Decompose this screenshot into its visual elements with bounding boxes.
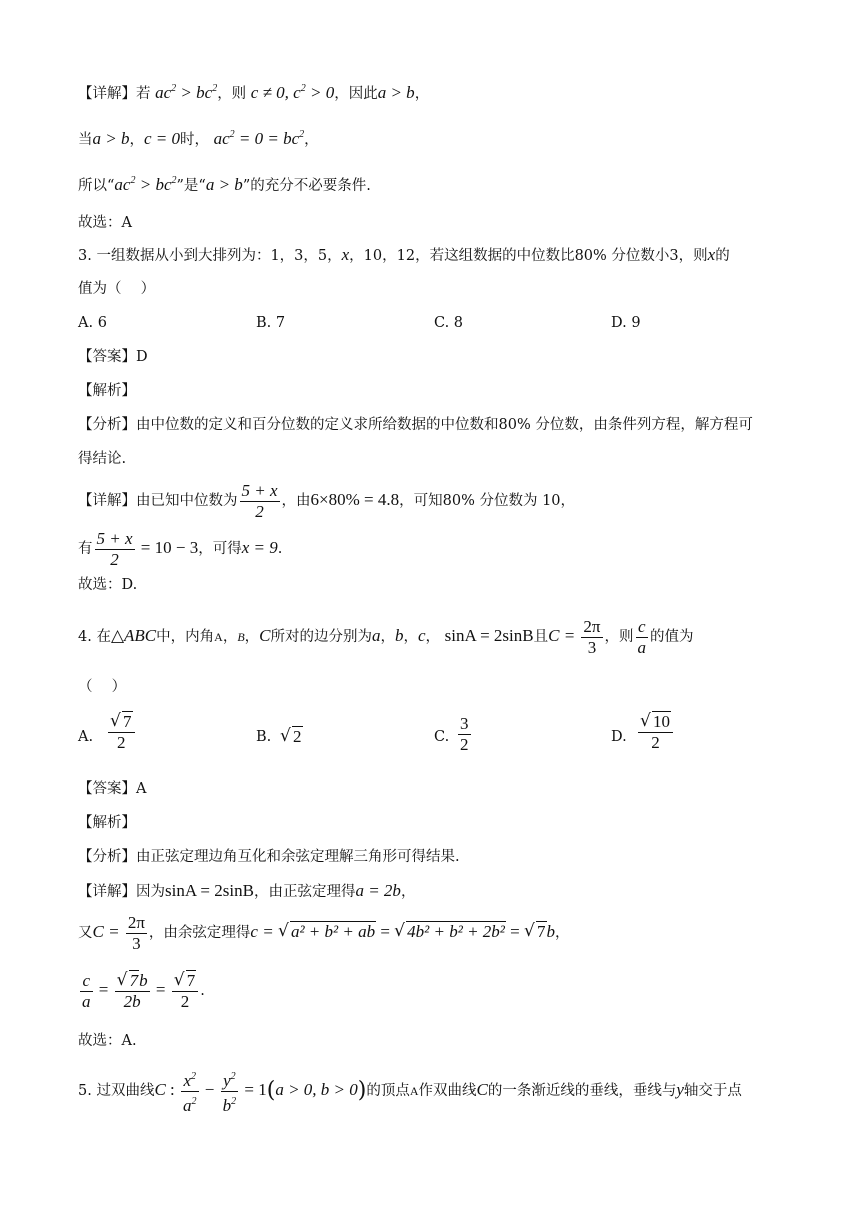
- frac-5x-2: $\frac{5 + x}{2}$: [241, 480, 278, 521]
- choice-q4: 故选：A.: [78, 1033, 137, 1049]
- math-cond: a > 0, b > 0: [275, 1080, 358, 1099]
- text: 的值为: [650, 629, 694, 645]
- frac-5x-2: $\frac{5 + x}{2}$: [96, 528, 133, 569]
- q4-analysis: [78, 846, 460, 868]
- math-A: A: [409, 1084, 419, 1098]
- q4-option-c[interactable]: [434, 726, 449, 748]
- detail-tag: 【详解】: [78, 884, 136, 900]
- q4-stem: [78, 614, 694, 659]
- answer-tag: 【答案】: [78, 781, 136, 797]
- q3-answer: [78, 346, 148, 368]
- option-label: D.: [611, 729, 627, 745]
- math-C: C: [154, 1080, 166, 1099]
- math-cond: c ≠ 0, $c^2 > 0$: [250, 83, 335, 102]
- text: 且: [533, 629, 549, 645]
- text: ，则: [604, 629, 634, 645]
- text: ，10，12，若这组数据的中位数比80% 分位数小3，则: [349, 248, 708, 264]
- detail-line-3: [78, 170, 371, 197]
- text: 当: [78, 132, 93, 148]
- text: ，因此: [334, 86, 378, 102]
- q3-analysis: [78, 414, 753, 436]
- text: ，可知80% 分位数为 10，: [399, 493, 576, 509]
- math-C: C: [259, 626, 271, 645]
- frac-2pi-3: $\frac{2\pi}{3}$: [127, 912, 145, 953]
- q3-detail: [78, 478, 575, 523]
- text: ，: [222, 629, 238, 645]
- text: ，: [244, 629, 260, 645]
- text: 的一条渐近线的垂线，垂线与: [487, 1083, 677, 1099]
- q4-detail: [78, 880, 415, 903]
- option-label: C.: [434, 729, 450, 745]
- math-colon: :: [165, 1080, 180, 1099]
- text: 的: [715, 248, 730, 264]
- frac-c-a: $\frac{c}{a}$: [637, 616, 647, 657]
- text: 轴交于点: [683, 1083, 742, 1099]
- option-label: A.: [78, 729, 94, 745]
- q3-option-d[interactable]: D. 9: [611, 315, 641, 331]
- math-eq: =: [376, 922, 395, 941]
- choice-q3: 故选：D.: [78, 577, 138, 593]
- q4-option-a[interactable]: [78, 726, 93, 748]
- detail-line-2: [78, 124, 319, 151]
- text: 时，: [180, 132, 210, 148]
- math-eq1: = 1: [240, 1080, 267, 1099]
- text: ，则: [217, 86, 247, 102]
- q3-option-c[interactable]: C. 8: [434, 315, 464, 331]
- q4-parse-tag: 【解析】: [78, 815, 136, 831]
- q4-detail-3: [78, 968, 205, 1013]
- text: ，: [414, 86, 430, 102]
- q3-analysis-2: 得结论.: [78, 451, 127, 467]
- q3-detail-2: [78, 526, 282, 571]
- analysis-tag: 【分析】: [78, 849, 136, 865]
- frac-y2-b2: $\frac{y^2}{b^2}$: [221, 1067, 239, 1116]
- detail-line-1: [78, 78, 429, 105]
- text: ，: [403, 629, 418, 645]
- frac-sqrt7-2: √ $\frac{7}{2}$: [172, 971, 199, 1012]
- text: ，由: [281, 493, 311, 509]
- text: ，: [425, 629, 441, 645]
- q4-option-b-value: √ 2: [280, 726, 303, 748]
- math-c-eq0: c = 0: [143, 129, 181, 148]
- option-label: B.: [256, 729, 272, 745]
- math-a: a: [372, 626, 381, 645]
- math-sinA: sinA = 2sinB: [165, 881, 254, 900]
- answer-value: D: [136, 349, 148, 365]
- sqrt-3: √ 7: [524, 910, 547, 954]
- choice-line-1: 故选：A: [78, 215, 132, 231]
- q4-option-b[interactable]: [256, 726, 271, 748]
- text: 中，内角: [156, 629, 215, 645]
- text: ，由余弦定理得: [148, 925, 251, 941]
- math-c: c: [418, 626, 426, 645]
- math-minus: −: [200, 1080, 219, 1099]
- math-a-gt-b: a > b: [205, 175, 243, 194]
- text: 5. 过双曲线: [78, 1083, 155, 1099]
- text: ”是“: [176, 178, 206, 194]
- text: 3. 一组数据从小到大排列为：1，3，5，: [78, 248, 342, 264]
- sqrt-1: √ a² + b² + ab: [278, 910, 376, 954]
- q3-options: [78, 312, 778, 334]
- math-C-eq: C =: [548, 626, 580, 645]
- detail-tag: 【详解】: [78, 86, 136, 102]
- analysis-tag: 【分析】: [78, 417, 136, 433]
- q4-detail-2: [78, 910, 570, 955]
- frac-c-a: $\frac{c}{a}$: [82, 970, 91, 1011]
- math-eq: = 10 − 3: [136, 538, 199, 557]
- math-y: y: [676, 1080, 684, 1099]
- math-sinA: sinA = 2sinB: [444, 626, 534, 645]
- q3-option-b[interactable]: B. 7: [256, 315, 286, 331]
- text: ，: [380, 629, 395, 645]
- text: ，: [555, 925, 570, 941]
- frac-sqrt7b-2b: √ $\frac{7b}{2b}$: [115, 971, 150, 1012]
- text: 作双曲线: [418, 1083, 477, 1099]
- q3-parse-tag: 【解析】: [78, 383, 136, 399]
- math-b: b: [395, 626, 404, 645]
- math-ac2: $ac^2 > bc^2$: [114, 175, 177, 194]
- text: .: [200, 983, 205, 999]
- text: ，: [400, 884, 416, 900]
- text: 所以“: [78, 178, 115, 194]
- text: 所对的边分别为: [270, 629, 372, 645]
- answer-tag: 【答案】: [78, 349, 136, 365]
- q4-option-a-value: √ $\frac{7}{2}$: [108, 712, 135, 753]
- q4-stem-2: （ ）: [78, 679, 127, 695]
- math-C: C: [476, 1080, 488, 1099]
- math-a-gt-b: a > b: [377, 83, 415, 102]
- text: 4. 在: [78, 629, 111, 645]
- math-eq: =: [505, 922, 524, 941]
- text: ，: [129, 132, 144, 148]
- text: ，: [304, 132, 319, 148]
- text: 的顶点: [366, 1083, 410, 1099]
- math-eq: =: [151, 980, 170, 999]
- math-x: x: [707, 245, 716, 264]
- sqrt-2: √ 4b² + b² + 2b²: [394, 910, 506, 954]
- frac-x2-a2: $\frac{x^2}{a^2}$: [181, 1067, 199, 1116]
- text: 因为: [136, 884, 165, 900]
- q3-option-a[interactable]: A. 6: [78, 315, 107, 331]
- text: ”的充分不必要条件.: [242, 178, 371, 194]
- math-ac2-eq: $ac^2 = 0 = bc^2$: [213, 129, 305, 148]
- text: 由正弦定理边角互化和余弦定理解三角形可得结果.: [136, 849, 460, 865]
- text: ，可得: [198, 541, 242, 557]
- text: 由已知中位数为: [136, 493, 238, 509]
- math-B: B: [237, 630, 245, 644]
- text: 若: [136, 86, 151, 102]
- math-a-eq-2b: a = 2b: [355, 881, 401, 900]
- q4-option-d[interactable]: [611, 726, 627, 748]
- math-c-eq: c =: [250, 922, 278, 941]
- math-triangle: △ABC: [110, 626, 157, 645]
- text: 由中位数的定义和百分位数的定义求所给数据的中位数和80% 分位数，由条件列方程，解方程可: [136, 417, 753, 433]
- math-a-gt-b: a > b: [92, 129, 130, 148]
- answer-value: A: [136, 781, 147, 797]
- math-x: x: [341, 245, 350, 264]
- detail-tag: 【详解】: [78, 493, 136, 509]
- text: .: [277, 541, 283, 557]
- q4-option-d-value: √ $\frac{10}{2}$: [638, 712, 673, 753]
- text: 有: [78, 541, 93, 557]
- frac-2pi-3: $\frac{2\pi}{3}$: [583, 616, 601, 657]
- q3-stem: [78, 244, 730, 267]
- math-A: A: [214, 630, 223, 644]
- math-x-eq9: x = 9: [241, 538, 278, 557]
- math-ac2: $ac^2 > bc^2$: [155, 83, 218, 102]
- math-b: b: [546, 922, 555, 941]
- text: ，由正弦定理得: [253, 884, 356, 900]
- math-C-eq: C =: [92, 922, 124, 941]
- q5-stem: 5. 过双曲线C : $\frac{x^2}{a^2}$ − $\frac{y^2}{b^2}$ = 1(a > 0, b > 0)的顶点A作双曲线C的一条渐近线的垂线，垂线与y轴交于点: [78, 1066, 742, 1116]
- q4-option-c-value: $\frac{3}{2}$: [460, 714, 469, 754]
- q4-answer: [78, 778, 146, 800]
- math-eq: =: [94, 980, 113, 999]
- q3-stem-2: 值为（ ）: [78, 281, 156, 297]
- q4-options: [78, 712, 798, 764]
- text: 又: [78, 925, 93, 941]
- math-6x80: 6×80% = 4.8: [310, 490, 400, 509]
